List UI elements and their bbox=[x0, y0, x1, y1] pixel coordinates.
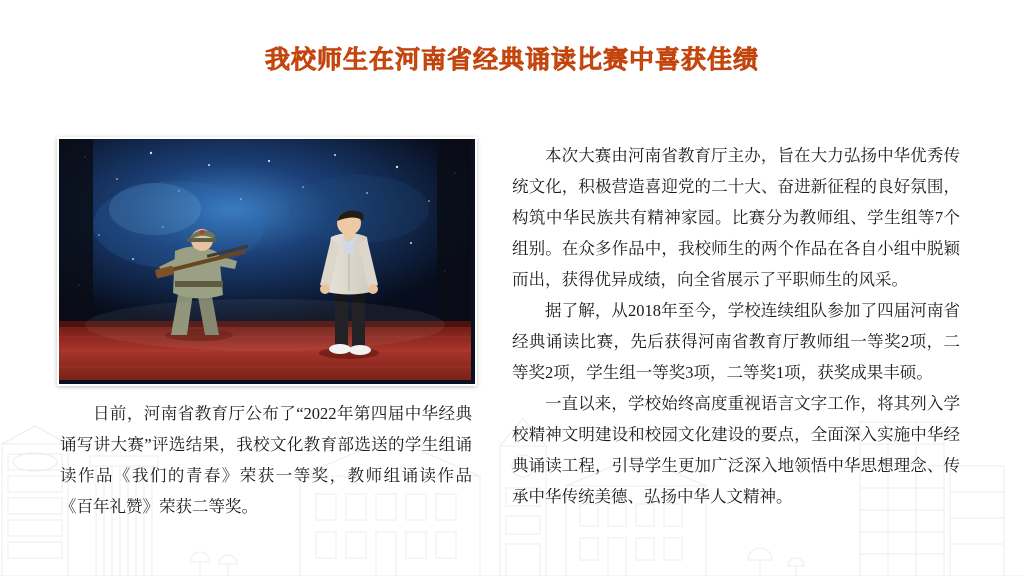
left-text-column bbox=[60, 398, 472, 522]
right-paragraph-2: 据了解，从2018年至今，学校连续组队参加了四届河南省经典诵读比赛，先后获得河南省教育厅教师组一等奖2项，二等奖2项，学生组一等奖3项，二等奖1项，获奖成果丰硕。 bbox=[512, 301, 960, 382]
right-paragraph-3: 一直以来，学校始终高度重视语言文字工作，将其列入学校精神文明建设和校园文化建设的要点，全面深入实施中华经典诵读工程，引导学生更加广泛深入地领悟中华思想理念、传承中华传统美德、弘扬中华人文精神。 bbox=[512, 394, 960, 506]
right-text-column bbox=[512, 140, 960, 512]
page-title: 我校师生在河南省经典诵读比赛中喜获佳绩 bbox=[264, 46, 759, 74]
slide-title-bar bbox=[0, 40, 1024, 76]
right-paragraph-1: 本次大赛由河南省教育厅主办，旨在大力弘扬中华优秀传统文化，积极营造喜迎党的二十大、奋进新征程的良好氛围，构筑中华民族共有精神家园。比赛分为教师组、学生组等7个组别。在众多作品中，我校师生的两个作品在各自小组中脱颖而出，获得优异成绩，向全省展示了平职师生的风采。 bbox=[512, 146, 960, 289]
left-paragraph-1: 日前，河南省教育厅公布了“2022年第四届中华经典诵写讲大赛”评选结果，我校文化教育部选送的学生组诵读作品《我们的青春》荣获一等奖，教师组诵读作品《百年礼赞》荣获二等奖。 bbox=[60, 404, 472, 516]
stage-performance-photo bbox=[57, 137, 477, 386]
